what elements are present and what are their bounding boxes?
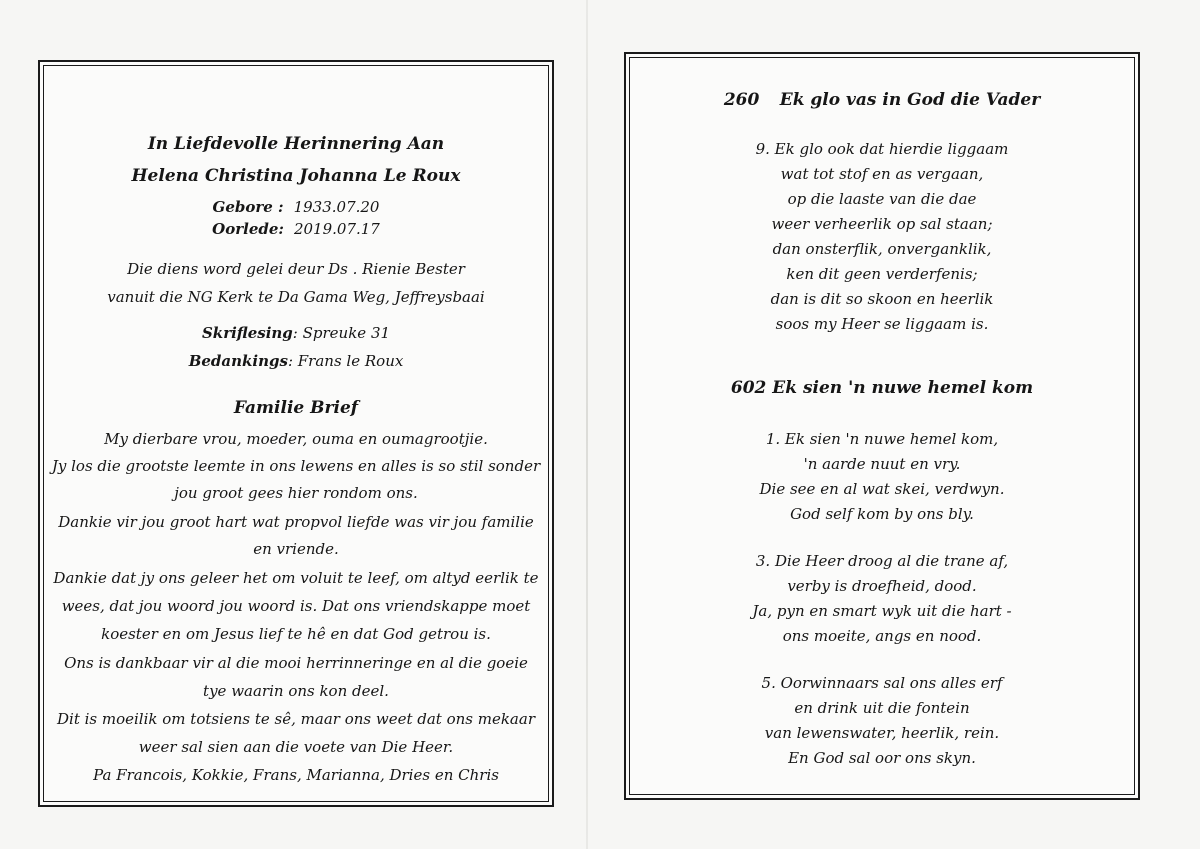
- born-label: Gebore :: [212, 198, 284, 216]
- hymn-2-line: Die see en al wat skei, verdwyn.: [759, 480, 1005, 498]
- letter-line: My dierbare vrou, moeder, ouma en oumagrootjie.: [104, 430, 488, 448]
- thanks-value: : Frans le Roux: [287, 352, 404, 370]
- letter-line: jou groot gees hier rondom ons.: [174, 484, 418, 502]
- thanks-line: [40, 352, 552, 370]
- left-panel: [38, 60, 554, 807]
- reading-line: [40, 324, 552, 342]
- hymn-2-line: 1. Ek sien 'n nuwe hemel kom,: [765, 430, 999, 448]
- hymn-2-line: ons moeite, angs en nood.: [782, 627, 982, 645]
- hymn-1-line: op die laaste van die dae: [787, 190, 977, 208]
- right-panel: [624, 52, 1140, 800]
- hymn-2-line: 'n aarde nuut en vry.: [803, 455, 961, 473]
- letter-line: koester en om Jesus lief te hê en dat God getrou is.: [101, 625, 491, 643]
- hymn-1-line: soos my Heer se liggaam is.: [775, 315, 989, 333]
- letter-line: Ons is dankbaar vir al die mooi herrinneringe en al die goeie: [64, 654, 528, 672]
- hymn-2-line: 3. Die Heer droog al die trane af,: [755, 552, 1009, 570]
- letter-line: Dankie vir jou groot hart wat propvol liefde was vir jou familie: [58, 513, 534, 531]
- memorial-title: In Liefdevolle Herinnering Aan: [147, 134, 445, 154]
- hymn-2-heading: 602 Ek sien 'n nuwe hemel kom: [730, 378, 1034, 398]
- letter-line: en vriende.: [253, 540, 339, 558]
- letter-line: weer sal sien aan die voete van Die Heer.: [138, 738, 454, 756]
- hymn-1-line: 9. Ek glo ook dat hierdie liggaam: [755, 140, 1009, 158]
- deceased-name: Helena Christina Johanna Le Roux: [131, 166, 461, 186]
- hymn-1-line: dan is dit so skoon en heerlik: [770, 290, 994, 308]
- born-date: 1933.07.20: [293, 198, 380, 216]
- letter-line: tye waarin ons kon deel.: [203, 682, 389, 700]
- service-line-1: Die diens word gelei deur Ds . Rienie Bester: [127, 260, 465, 278]
- letter-heading: Familie Brief: [233, 398, 359, 418]
- hymn-2-line: God self kom by ons bly.: [790, 505, 974, 523]
- hymn-2-line: en drink uit die fontein: [794, 699, 970, 717]
- birth-line: [40, 198, 552, 216]
- died-date: 2019.07.17: [293, 220, 380, 238]
- hymn-1-number: 260: [723, 90, 760, 110]
- hymn-1-line: dan onsterflik, onverganklik,: [772, 240, 992, 258]
- hymn-1-line: wat tot stof en as vergaan,: [780, 165, 984, 183]
- hymn-1-heading: [626, 90, 1138, 110]
- hymn-2-line: van lewenswater, heerlik, rein.: [764, 724, 1000, 742]
- death-line: [40, 220, 552, 238]
- hymn-2-line: 5. Oorwinnaars sal ons alles erf: [761, 674, 1003, 692]
- hymn-2-line: verby is droefheid, dood.: [787, 577, 977, 595]
- thanks-label: Bedankings: [188, 352, 288, 370]
- hymn-1-line: weer verheerlik op sal staan;: [771, 215, 993, 233]
- page-fold: [586, 0, 588, 849]
- letter-signature: Pa Francois, Kokkie, Frans, Marianna, Dries en Chris: [93, 766, 499, 784]
- letter-line: wees, dat jou woord jou woord is. Dat ons vriendskappe moet: [61, 597, 531, 615]
- reading-value: : Spreuke 31: [292, 324, 391, 342]
- letter-line: Dit is moeilik om totsiens te sê, maar ons weet dat ons mekaar: [57, 710, 535, 728]
- letter-line: Dankie dat jy ons geleer het om voluit te leef, om altyd eerlik te: [53, 569, 539, 587]
- hymn-1-title: Ek glo vas in God die Vader: [779, 90, 1041, 110]
- service-line-2: vanuit die NG Kerk te Da Gama Weg, Jeffreysbaai: [107, 288, 485, 306]
- hymn-2-line: En God sal oor ons skyn.: [788, 749, 976, 767]
- hymn-1-line: ken dit geen verderfenis;: [786, 265, 978, 283]
- died-label: Oorlede:: [212, 220, 284, 238]
- reading-label: Skriflesing: [201, 324, 293, 342]
- letter-line: Jy los die grootste leemte in ons lewens en alles is so stil sonder: [51, 457, 541, 475]
- hymn-2-line: Ja, pyn en smart wyk uit die hart -: [752, 602, 1012, 620]
